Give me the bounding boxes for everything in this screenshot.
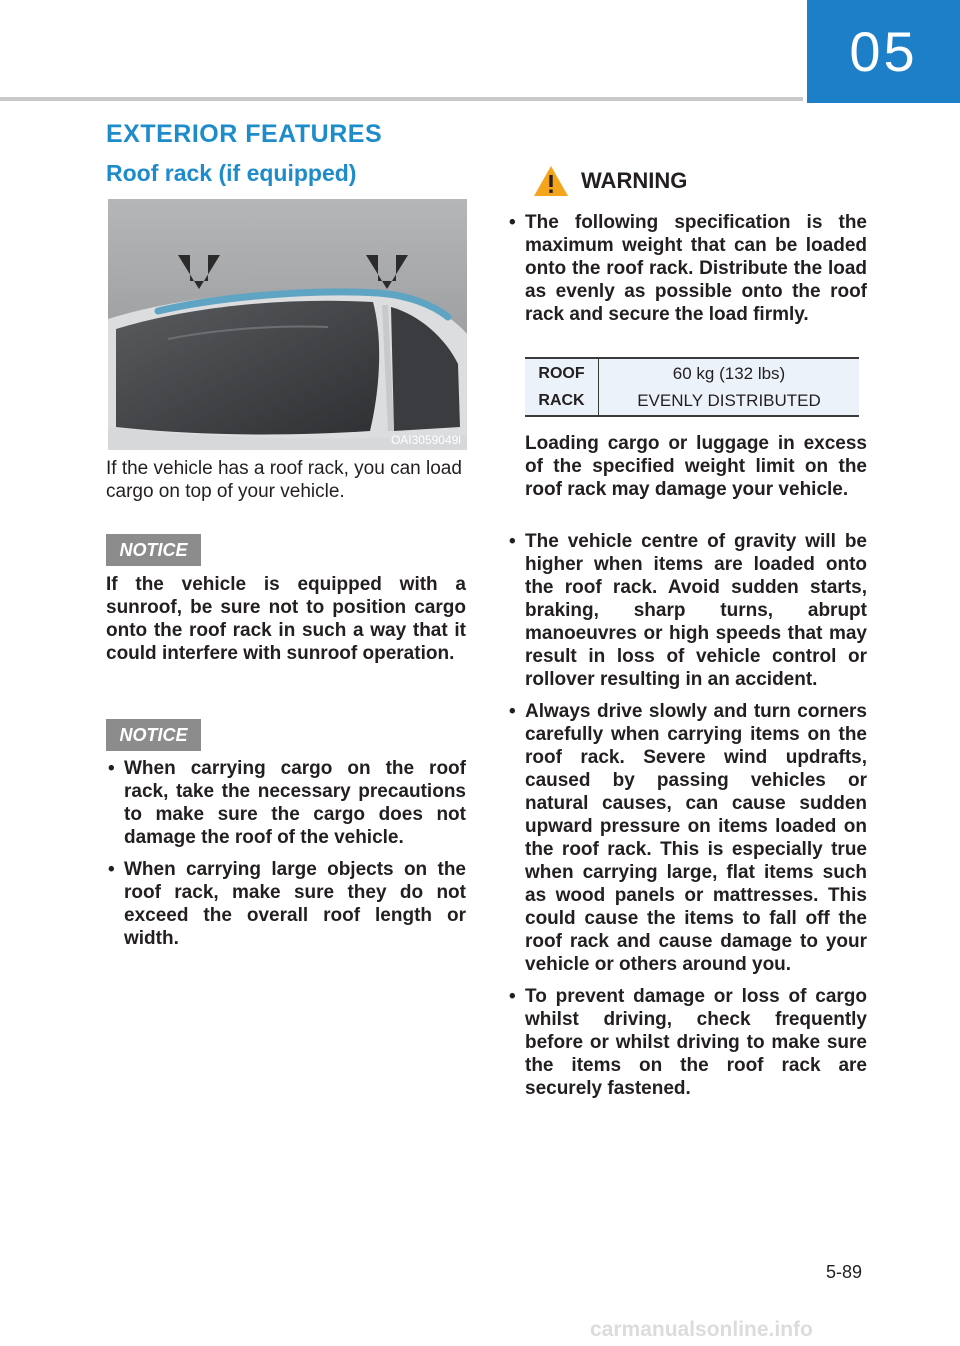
list-item-text: The following specification is the maximum weight that can be loaded onto the roof rack. Distribute the load as evenly as possible onto the roof rack and secure the load firmly.	[525, 212, 867, 325]
list-item: • To prevent damage or loss of cargo whilst driving, check frequently before or whilst driving to make sure the items on the roof rack are securely fastened.	[509, 986, 867, 1099]
spec-value-line: 60 kg (132 lbs)	[672, 364, 786, 383]
list-item-text: The vehicle centre of gravity will be higher when items are loaded onto the roof rack. Avoid sudden starts, braking, sharp turns, abrupt manoeuvres or high speeds that may result in loss of vehicle control or rollover resulting in an accident.	[525, 531, 867, 690]
list-item-text: Always drive slowly and turn corners carefully when carrying items on the roof rack. Severe wind updrafts, caused by passing vehicles or natural causes, can cause sudden upward pressure on items loaded on the roof rack. This is especially true when carrying large, flat items such as wood panels or mattresses. This could cause the items to fall off the roof rack and cause damage to your vehicle or others around you.	[525, 701, 867, 975]
roof-rack-figure	[108, 199, 467, 450]
roof-rack-spec-table	[525, 357, 859, 417]
list-item-text: When carrying cargo on the roof rack, take the necessary precautions to make sure the cargo does not damage the roof of the vehicle.	[124, 758, 466, 848]
notice-list	[106, 757, 466, 959]
spec-key-line: RACK	[538, 392, 585, 409]
header-rule	[0, 97, 803, 101]
intro-paragraph: If the vehicle has a roof rack, you can load cargo on top of your vehicle.	[106, 458, 462, 502]
warning-triangle-icon	[533, 165, 569, 197]
subsection-title: Roof rack (if equipped)	[106, 160, 357, 186]
figure-code: OAI3059049l	[390, 433, 461, 447]
list-item-text: To prevent damage or loss of cargo whilst driving, check frequently before or whilst driving to make sure the items on the roof rack are securely fastened.	[525, 986, 867, 1099]
list-item: • Always drive slowly and turn corners carefully when carrying items on the roof rack. Severe wind updrafts, caused by passing vehicles or natural causes, can cause sudden upward pressure on items loaded on the roof rack. This is especially true when carrying large, flat items such as wood panels or mattresses. This could cause the items to fall off the roof rack and cause damage to your vehicle or others around you.	[509, 701, 867, 975]
list-item: • When carrying cargo on the roof rack, take the necessary precautions to make sure the cargo does not damage the roof of the vehicle.	[108, 758, 466, 848]
warning-label: WARNING	[581, 168, 688, 193]
chapter-tab	[807, 0, 960, 103]
spec-key	[525, 359, 599, 415]
warning-list	[507, 530, 867, 1109]
notice-badge: NOTICE	[106, 534, 201, 566]
notice-badge: NOTICE	[106, 719, 201, 751]
list-item: • The following specification is the maximum weight that can be loaded onto the roof rack. Distribute the load as evenly as possible onto the roof rack and secure the load firmly.	[509, 212, 867, 325]
spec-key-line: ROOF	[538, 365, 585, 382]
section-heading: EXTERIOR FEATURES	[106, 120, 383, 148]
spec-value-line: EVENLY DISTRIBUTED	[637, 391, 821, 410]
footer-watermark: carmanualsonline.info	[590, 1318, 813, 1341]
list-item-text: When carrying large objects on the roof rack, make sure they do not exceed the overall roof length or width.	[124, 859, 466, 949]
warning-continued-text: Loading cargo or luggage in excess of the specified weight limit on the roof rack may damage your vehicle.	[525, 433, 867, 500]
warning-list-intro	[507, 211, 867, 335]
spec-value	[599, 359, 859, 415]
chapter-number: 05	[849, 20, 918, 83]
roof-rack-illustration	[108, 199, 467, 450]
page-number: 5-89	[826, 1262, 863, 1282]
list-item: • When carrying large objects on the roof rack, make sure they do not exceed the overall roof length or width.	[108, 859, 466, 949]
warning-header	[533, 163, 687, 199]
list-item: • The vehicle centre of gravity will be higher when items are loaded onto the roof rack. Avoid sudden starts, braking, sharp turns, abrupt manoeuvres or high speeds that may result in loss of vehicle control or rollover resulting in an accident.	[509, 531, 867, 690]
notice-text: If the vehicle is equipped with a sunroof, be sure not to position cargo onto the roof rack in such a way that it could interfere with sunroof operation.	[106, 574, 466, 664]
